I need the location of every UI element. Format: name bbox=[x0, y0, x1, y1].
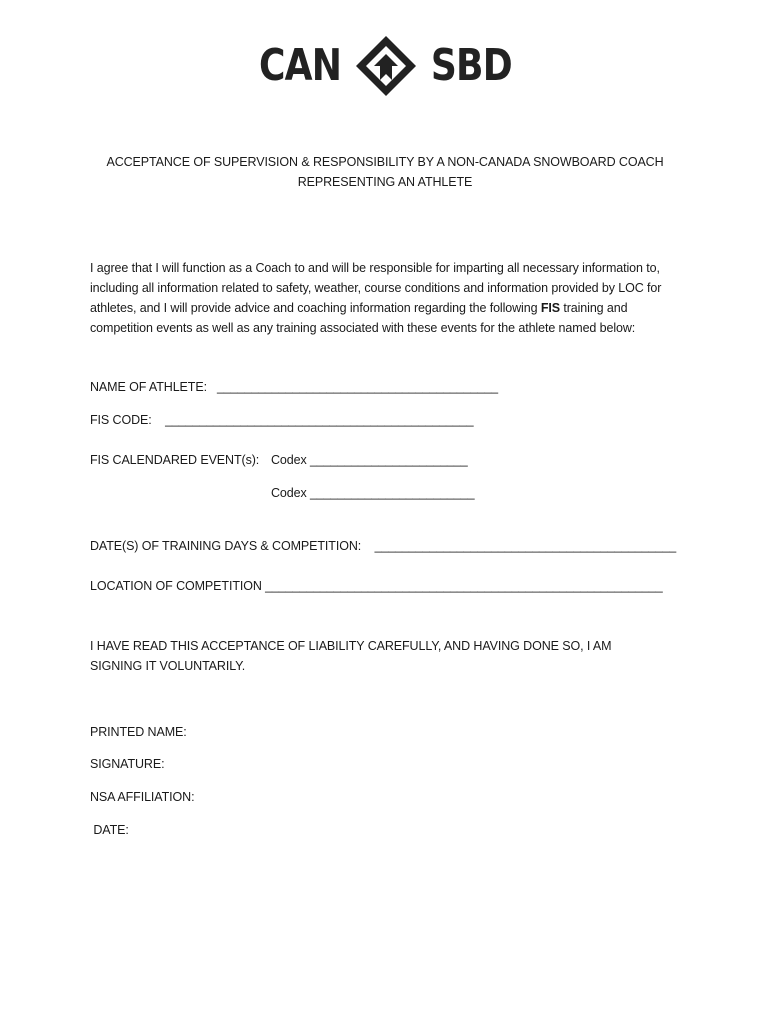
date-label: DATE: bbox=[90, 823, 129, 837]
signature-label: SIGNATURE: bbox=[90, 757, 165, 771]
declaration-text: I HAVE READ THIS ACCEPTANCE OF LIABILITY CAREFULLY, AND HAVING DONE SO, I AM SIGNING IT VOLUNTARILY. bbox=[90, 639, 612, 673]
dates-field[interactable]: DATE(S) OF TRAINING DAYS & COMPETITION: ____________________________________________ bbox=[90, 539, 677, 553]
canada-snowboard-logo bbox=[0, 34, 770, 98]
logo-text-right: SBD bbox=[430, 40, 512, 91]
agreement-paragraph bbox=[90, 258, 680, 338]
codex-field-1[interactable]: Codex _______________________ bbox=[271, 453, 468, 467]
location-field[interactable]: LOCATION OF COMPETITION __________________________________________________________ bbox=[90, 579, 663, 593]
printed-name-label: PRINTED NAME: bbox=[90, 725, 187, 739]
title-line-2: REPRESENTING AN ATHLETE bbox=[297, 175, 473, 189]
nsa-affiliation-label: NSA AFFILIATION: bbox=[90, 790, 195, 804]
agreement-text-start: I agree that I will function as a Coach to and will be responsible for imparting all necessary information to, including all information related to safety, weather, course conditions and information provided by LOC for athletes, and I will provide advice and coaching information regarding the following bbox=[90, 261, 662, 315]
logo-text-left: CAN bbox=[258, 40, 341, 91]
agreement-fis: FIS bbox=[540, 301, 560, 315]
athlete-name-field[interactable]: NAME OF ATHLETE: _________________________________________ bbox=[90, 380, 498, 394]
events-label: FIS CALENDARED EVENT(s): bbox=[90, 453, 260, 467]
title-line-1: ACCEPTANCE OF SUPERVISION & RESPONSIBILITY BY A NON-CANADA SNOWBOARD COACH bbox=[106, 155, 664, 169]
fis-code-field[interactable]: FIS CODE: _____________________________________________ bbox=[90, 413, 474, 427]
agreement-text-end: training and competition events as well as any training associated with these events for the athlete named below: bbox=[90, 301, 636, 335]
mountain-diamond-icon bbox=[354, 34, 418, 98]
codex-field-2[interactable]: Codex ________________________ bbox=[271, 486, 475, 500]
document-title bbox=[90, 152, 680, 192]
